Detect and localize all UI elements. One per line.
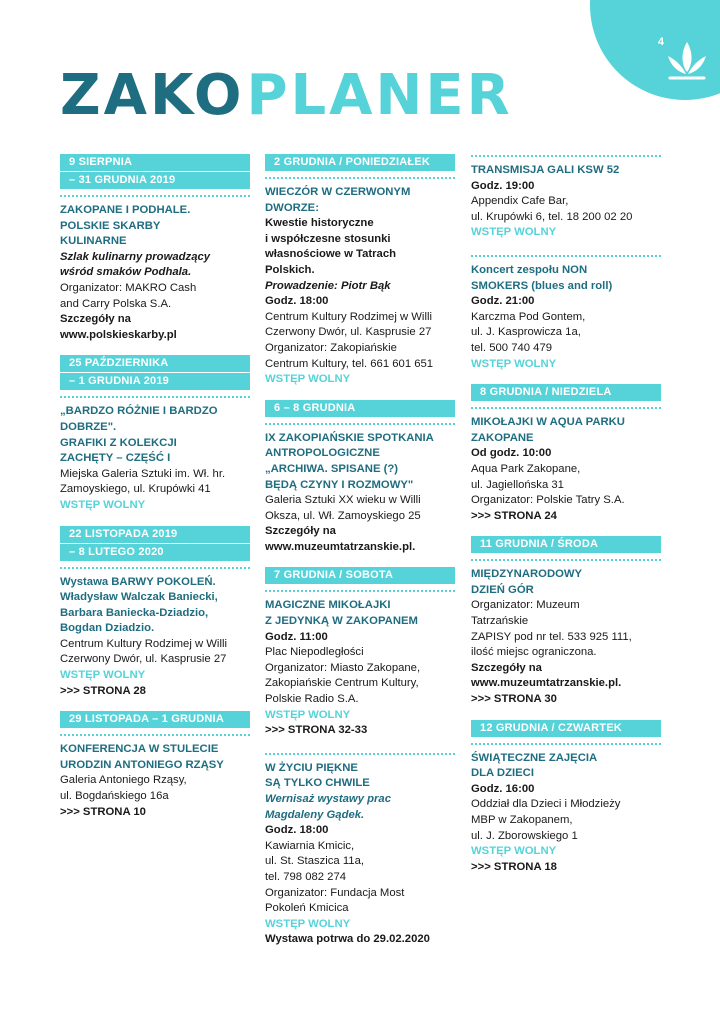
event-phone: tel. 798 082 274 bbox=[265, 870, 347, 883]
event-title: URODZIN ANTONIEGO RZĄSY bbox=[60, 758, 224, 771]
event-time: Godz. 16:00 bbox=[471, 782, 535, 795]
event-details-label: Szczegóły na bbox=[471, 661, 542, 674]
date-band: 8 GRUDNIA / NIEDZIELA bbox=[471, 384, 661, 401]
dotted-divider bbox=[471, 559, 661, 561]
event-block bbox=[265, 185, 455, 388]
event-title: TRANSMISJA GALI KSW 52 bbox=[471, 164, 620, 176]
event-place: Miejska Galeria Sztuki im. Wł. hr. bbox=[60, 467, 226, 480]
event-title: Bogdan Dziadzio. bbox=[60, 622, 155, 635]
free-entry-label: WSTĘP WOLNY bbox=[471, 357, 557, 370]
dotted-divider bbox=[471, 407, 661, 409]
event-title: MIĘDZYNARODOWY bbox=[471, 568, 583, 581]
date-band: 2 GRUDNIA / PONIEDZIAŁEK bbox=[265, 154, 455, 171]
event-title: Wystawa BARWY POKOLEŃ. bbox=[60, 575, 216, 588]
event-title: SĄ TYLKO CHWILE bbox=[265, 777, 370, 790]
logo-zako: ZAKO bbox=[60, 63, 245, 128]
date-band: 9 SIERPNIA bbox=[60, 154, 250, 171]
event-place: Centrum Kultury Rodzimej w Willi bbox=[265, 310, 432, 323]
event-place: ul. J. Kasprowicza 1a, bbox=[471, 326, 581, 339]
event-place: ul. Jagiellońska 31 bbox=[471, 478, 564, 491]
event-details-label: Szczegóły na bbox=[265, 525, 336, 538]
dotted-divider bbox=[60, 195, 250, 197]
event-organizer: Organizator: Fundacja Most bbox=[265, 886, 405, 899]
event-organizer: and Carry Polska S.A. bbox=[60, 297, 172, 310]
column-3 bbox=[471, 154, 661, 875]
dotted-divider bbox=[265, 177, 455, 179]
event-time: Od godz. 10:00 bbox=[471, 447, 552, 460]
event-title: MIKOŁAJKI W AQUA PARKU bbox=[471, 416, 625, 429]
event-description: Szlak kulinarny prowadzący bbox=[60, 250, 211, 263]
event-title: DWORZE: bbox=[265, 201, 319, 214]
event-title: POLSKIE SKARBY bbox=[60, 219, 161, 232]
event-organizer: Tatrzańskie bbox=[471, 615, 529, 628]
event-title: SMOKERS (blues and roll) bbox=[471, 279, 613, 292]
event-time: Godz. 18:00 bbox=[265, 824, 329, 837]
free-entry-label: WSTĘP WOLNY bbox=[60, 498, 146, 511]
event-place: Oddział dla Dzieci i Młodzieży bbox=[471, 798, 621, 811]
event-title: DZIEŃ GÓR bbox=[471, 583, 534, 596]
event-organizer: Organizator: Zakopiańskie bbox=[265, 341, 397, 354]
date-band: 6 – 8 GRUDNIA bbox=[265, 400, 455, 417]
free-entry-label: WSTĘP WOLNY bbox=[265, 373, 351, 386]
event-title: DOBRZE". bbox=[60, 420, 117, 433]
event-time: Godz. 11:00 bbox=[265, 630, 328, 643]
dotted-divider bbox=[60, 567, 250, 569]
event-title: Władysław Walczak Baniecki, bbox=[60, 591, 218, 604]
date-band: 7 GRUDNIA / SOBOTA bbox=[265, 567, 455, 584]
event-title: Koncert zespołu NON bbox=[471, 263, 588, 276]
date-band: 12 GRUDNIA / CZWARTEK bbox=[471, 720, 661, 737]
column-1 bbox=[60, 154, 250, 820]
dotted-divider bbox=[265, 753, 455, 755]
event-link[interactable]: www.muzeumtatrzanskie.pl. bbox=[265, 540, 416, 553]
dotted-divider bbox=[60, 396, 250, 398]
event-title: DLA DZIECI bbox=[471, 767, 534, 780]
event-title: KULINARNE bbox=[60, 235, 127, 248]
event-block bbox=[471, 751, 661, 876]
dotted-divider bbox=[471, 155, 661, 157]
event-registration: ilość miejsc ograniczona. bbox=[471, 646, 597, 659]
event-organizer: Organizator: MAKRO Cash bbox=[60, 281, 197, 294]
event-title: ZACHĘTY – CZĘŚĆ I bbox=[60, 452, 171, 465]
event-title: ZAKOPANE I PODHALE. bbox=[60, 204, 191, 216]
event-place: Karczma Pod Gontem, bbox=[471, 310, 586, 323]
event-organizer: Zakopiańskie Centrum Kultury, bbox=[265, 677, 419, 690]
dotted-divider bbox=[471, 743, 661, 745]
event-place: Zamoyskiego, ul. Krupówki 41 bbox=[60, 483, 211, 496]
event-block bbox=[265, 761, 455, 948]
event-place: ul. Krupówki 6, tel. 18 200 02 20 bbox=[471, 210, 633, 223]
event-place: Aqua Park Zakopane, bbox=[471, 462, 581, 475]
event-registration: ZAPISY pod nr tel. 533 925 111, bbox=[471, 630, 632, 643]
free-entry-label: WSTĘP WOLNY bbox=[265, 917, 351, 930]
zakoplaner-logo bbox=[60, 60, 513, 128]
event-place: MBP w Zakopanem, bbox=[471, 814, 573, 826]
event-subtitle: własnościowe w Tatrach bbox=[265, 248, 397, 261]
event-place: Appendix Cafe Bar, bbox=[471, 195, 569, 208]
date-band: 29 LISTOPADA – 1 GRUDNIA bbox=[60, 711, 250, 728]
event-title: Barbara Baniecka-Dziadzio, bbox=[60, 606, 209, 619]
event-title: IX ZAKOPIAŃSKIE SPOTKANIA bbox=[265, 431, 434, 444]
event-phone: tel. 500 740 479 bbox=[471, 341, 553, 354]
event-place: Galeria Antoniego Rząsy, bbox=[60, 774, 187, 787]
free-entry-label: WSTĘP WOLNY bbox=[60, 669, 146, 682]
event-place: Oksza, ul. Wł. Zamoyskiego 25 bbox=[265, 509, 421, 522]
event-block bbox=[60, 575, 250, 700]
event-title: ŚWIĄTECZNE ZAJĘCIA bbox=[471, 751, 598, 764]
event-block bbox=[60, 404, 250, 513]
leaf-icon bbox=[662, 38, 712, 82]
event-time: Godz. 21:00 bbox=[471, 295, 535, 308]
dotted-divider bbox=[471, 255, 661, 257]
event-title: ANTROPOLOGICZNE bbox=[265, 447, 380, 460]
event-details-label: Szczegóły na bbox=[60, 313, 131, 326]
event-title: ZAKOPANE bbox=[471, 431, 534, 444]
event-title: „ARCHIWA. SPISANE (?) bbox=[265, 462, 399, 475]
page-reference: >>> STRONA 28 bbox=[60, 684, 146, 697]
event-subtitle: Kwestie historyczne bbox=[265, 217, 374, 230]
event-subtitle: i współczesne stosunki bbox=[265, 232, 391, 245]
event-link[interactable]: www.polskieskarby.pl bbox=[60, 328, 177, 341]
event-title: WIECZÓR W CZERWONYM bbox=[265, 186, 411, 198]
date-band: 11 GRUDNIA / ŚRODA bbox=[471, 536, 661, 553]
event-place: Kawiarnia Kmicic, bbox=[265, 839, 355, 852]
date-band: – 8 LUTEGO 2020 bbox=[60, 544, 250, 561]
event-organizer: Organizator: Polskie Tatry S.A. bbox=[471, 494, 625, 507]
event-block bbox=[265, 598, 455, 738]
date-band: 22 LISTOPADA 2019 bbox=[60, 526, 250, 543]
event-time: Godz. 19:00 bbox=[471, 179, 535, 192]
dotted-divider bbox=[265, 423, 455, 425]
event-title: GRAFIKI Z KOLEKCJI bbox=[60, 436, 177, 449]
event-organizer: Pokoleń Kmicica bbox=[265, 902, 349, 915]
event-block bbox=[471, 567, 661, 707]
event-block bbox=[60, 203, 250, 343]
page-reference: >>> STRONA 32-33 bbox=[265, 724, 368, 737]
exhibition-end-date: Wystawa potrwa do 29.02.2020 bbox=[265, 933, 430, 946]
event-organizer: Centrum Kultury, tel. 661 601 651 bbox=[265, 357, 434, 370]
event-time: Godz. 18:00 bbox=[265, 295, 329, 308]
event-place: Centrum Kultury Rodzimej w Willi bbox=[60, 637, 227, 650]
page-reference: >>> STRONA 18 bbox=[471, 860, 557, 873]
free-entry-label: WSTĘP WOLNY bbox=[471, 845, 557, 858]
event-description: Magdaleny Gądek. bbox=[265, 808, 365, 821]
page-reference: >>> STRONA 24 bbox=[471, 509, 557, 522]
event-block bbox=[265, 431, 455, 556]
page-reference: >>> STRONA 30 bbox=[471, 693, 557, 706]
event-host: Prowadzenie: Piotr Bąk bbox=[265, 279, 391, 292]
event-organizer: Organizator: Miasto Zakopane, bbox=[265, 661, 421, 674]
event-place: Czerwony Dwór, ul. Kasprusie 27 bbox=[60, 653, 227, 666]
date-band: 25 PAŹDZIERNIKA bbox=[60, 355, 250, 372]
event-organizer: Polskie Radio S.A. bbox=[265, 693, 359, 706]
logo-planer: PLANER bbox=[246, 63, 513, 128]
column-2 bbox=[265, 154, 455, 948]
free-entry-label: WSTĘP WOLNY bbox=[471, 226, 557, 239]
dotted-divider bbox=[60, 734, 250, 736]
event-link[interactable]: www.muzeumtatrzanskie.pl. bbox=[471, 677, 622, 690]
event-block bbox=[60, 742, 250, 820]
date-band: – 1 GRUDNIA 2019 bbox=[60, 373, 250, 390]
event-description: wśród smaków Podhala. bbox=[60, 266, 192, 279]
dotted-divider bbox=[265, 590, 455, 592]
page-reference: >>> STRONA 10 bbox=[60, 805, 146, 818]
free-entry-label: WSTĘP WOLNY bbox=[265, 708, 351, 721]
event-subtitle: Polskich. bbox=[265, 263, 315, 276]
event-place: ul. Bogdańskiego 16a bbox=[60, 790, 169, 803]
event-place: Galeria Sztuki XX wieku w Willi bbox=[265, 494, 421, 507]
event-title: MAGICZNE MIKOŁAJKI bbox=[265, 599, 391, 612]
page-number: 4 bbox=[657, 36, 664, 48]
event-block bbox=[471, 263, 661, 372]
event-block bbox=[471, 163, 661, 241]
event-title: BĘDĄ CZYNY I ROZMOWY" bbox=[265, 478, 414, 491]
event-title: W ŻYCIU PIĘKNE bbox=[265, 761, 358, 774]
event-title: Z JEDYNKĄ W ZAKOPANEM bbox=[265, 615, 418, 628]
event-organizer: Organizator: Muzeum bbox=[471, 599, 580, 612]
event-place: ul. St. Staszica 11a, bbox=[265, 855, 365, 868]
event-place: Plac Niepodległości bbox=[265, 646, 364, 659]
date-band: – 31 GRUDNIA 2019 bbox=[60, 172, 250, 189]
event-place: Czerwony Dwór, ul. Kasprusie 27 bbox=[265, 326, 432, 339]
event-title: KONFERENCJA W STULECIE bbox=[60, 743, 219, 756]
event-place: ul. J. Zborowskiego 1 bbox=[471, 829, 578, 842]
event-description: Wernisaż wystawy prac bbox=[265, 793, 391, 805]
event-title: „BARDZO RÓŻNIE I BARDZO bbox=[60, 405, 218, 418]
event-block bbox=[471, 415, 661, 524]
